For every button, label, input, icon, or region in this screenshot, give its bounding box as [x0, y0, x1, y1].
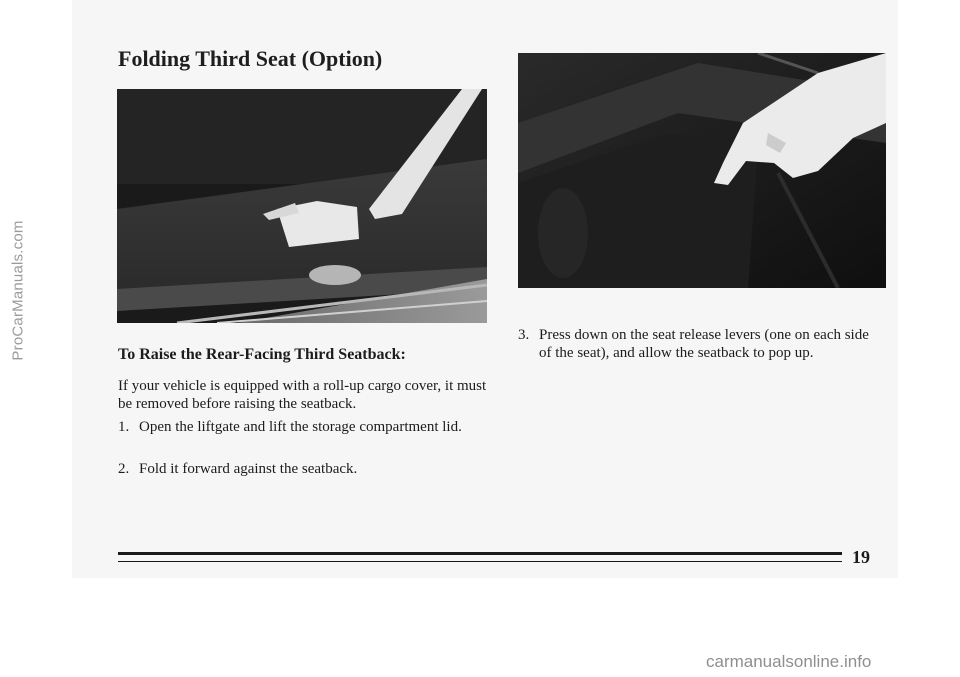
step-item [518, 326, 878, 362]
storage-lid-photo-illustration [117, 89, 487, 323]
seat-release-lever-photo-illustration [518, 53, 886, 288]
section-subhead: To Raise the Rear-Facing Third Seatback: [118, 346, 406, 363]
step-text: Press down on the seat release levers (one on each side of the seat), and allow the seatback to pop up. [539, 327, 869, 361]
step-number: 1. [118, 419, 130, 435]
step-number: 2. [118, 461, 130, 477]
side-watermark-text: ProCarManuals.com [9, 219, 27, 361]
storage-lid-photo [117, 89, 487, 323]
page-title: Folding Third Seat (Option) [118, 46, 383, 71]
page-number: 19 [852, 547, 870, 567]
intro-paragraph: If your vehicle is equipped with a roll-up cargo cover, it must be removed before raising the seatback. [118, 378, 487, 412]
step-item [118, 418, 478, 436]
footer-rule-thick [118, 552, 842, 555]
side-watermark [4, 30, 32, 550]
step-item [118, 460, 498, 478]
step-number: 3. [518, 327, 530, 343]
seat-release-lever-photo [518, 53, 886, 288]
footer-rule-thin [118, 561, 842, 562]
step-text: Open the liftgate and lift the storage compartment lid. [139, 419, 462, 435]
footer-watermark: carmanualsonline.info [706, 652, 872, 671]
step-text: Fold it forward against the seatback. [139, 461, 358, 477]
